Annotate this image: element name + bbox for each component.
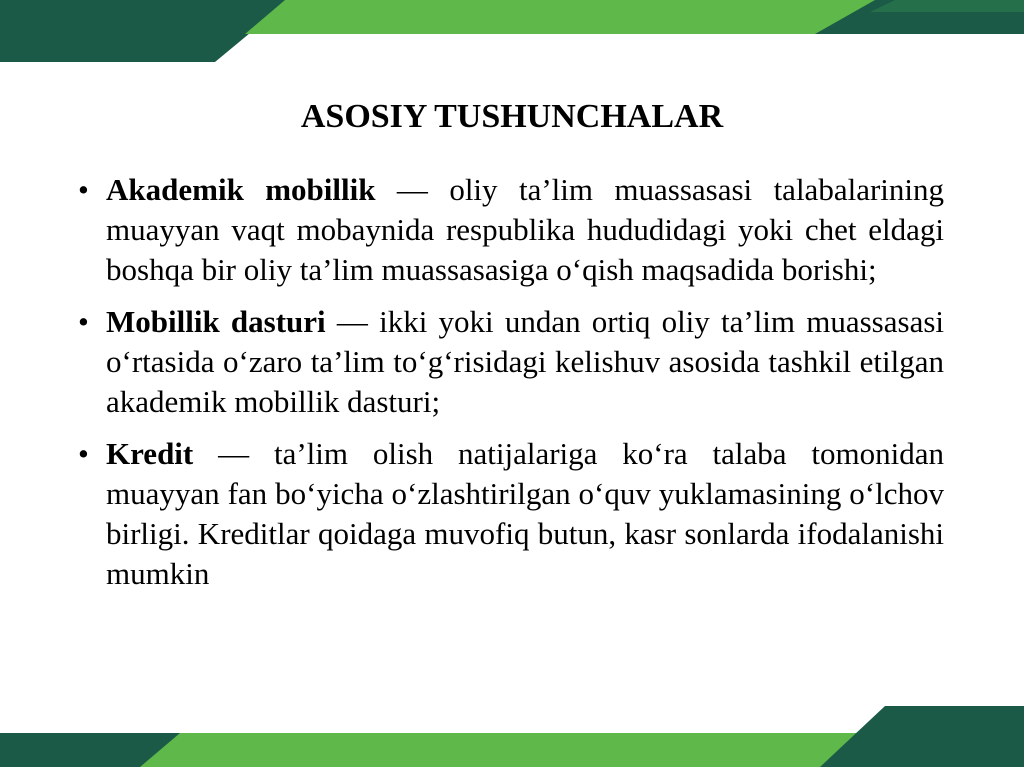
term-definition: — oliy ta’lim muassasasi talabalarining muayyan vaqt mobaynida respublika hududidagi yoki chet eldagi boshqa bir oliy ta’lim muassasasiga o‘qish maqsadida borishi; xyxy=(106,172,944,287)
term-label: Akademik mobillik xyxy=(106,172,376,207)
term-definition: — ikki yoki undan ortiq oliy ta’lim muassasasi o‘rtasida o‘zaro ta’lim to‘g‘risidagi kelishuv asosida tashkil etilgan akademik mobillik dasturi; xyxy=(106,304,945,419)
top-left-dark-band xyxy=(0,0,290,62)
bullet-icon: • xyxy=(78,436,89,471)
list-item xyxy=(78,170,944,290)
bottom-green-band xyxy=(140,733,865,767)
top-green-band xyxy=(245,0,895,34)
bullet-list xyxy=(78,170,944,606)
list-item xyxy=(78,434,944,594)
top-right-mid-band xyxy=(870,0,1024,12)
bullet-icon: • xyxy=(78,304,89,339)
slide-title: ASOSIY TUSHUNCHALAR xyxy=(300,98,724,135)
bullet-icon: • xyxy=(78,172,89,207)
list-item xyxy=(78,302,944,422)
term-label: Mobillik dasturi xyxy=(106,304,326,339)
term-label: Kredit xyxy=(106,436,194,471)
term-definition: — ta’lim olish natijalariga ko‘ra talaba tomonidan muayyan fan bo‘yicha o‘zlashtirilgan o‘quv yuklamasining o‘lchov birligi. Kreditlar qoidaga muvofiq butun, kasr sonlarda ifodalanishi mumkin xyxy=(106,436,944,591)
